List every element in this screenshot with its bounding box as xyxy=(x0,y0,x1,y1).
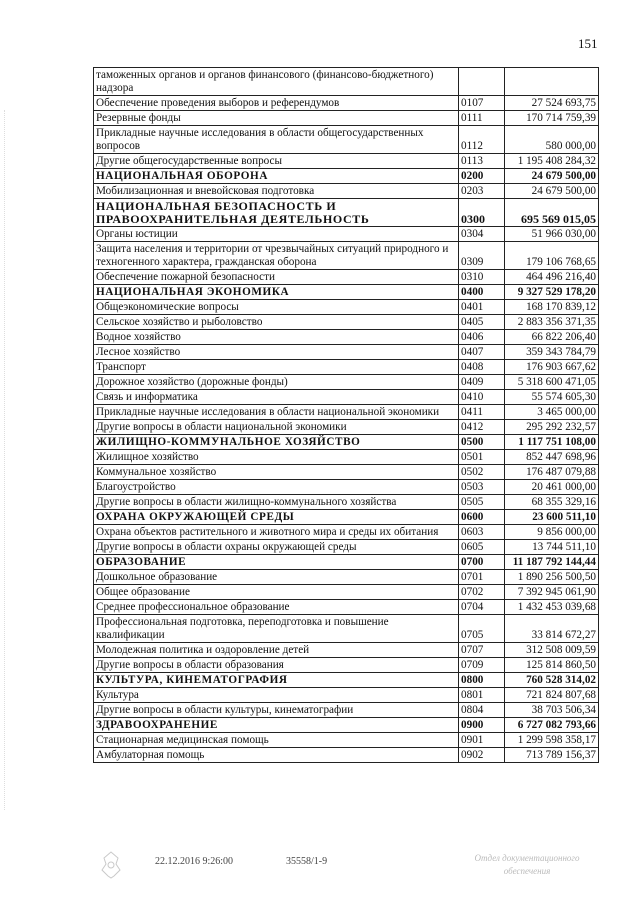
row-amount: 359 343 784,79 xyxy=(505,345,599,360)
table-row xyxy=(94,688,599,703)
row-name: Общеэкономические вопросы xyxy=(94,300,459,315)
table-row xyxy=(94,615,599,643)
row-amount: 312 508 009,59 xyxy=(505,643,599,658)
row-name: Дорожное хозяйство (дорожные фонды) xyxy=(94,375,459,390)
row-code: 0702 xyxy=(459,585,505,600)
row-name: Другие вопросы в области охраны окружающей среды xyxy=(94,540,459,555)
row-name: ЗДРАВООХРАНЕНИЕ xyxy=(94,718,459,733)
row-name: Культура xyxy=(94,688,459,703)
row-name: Другие общегосударственные вопросы xyxy=(94,154,459,169)
row-amount: 5 318 600 471,05 xyxy=(505,375,599,390)
row-code: 0801 xyxy=(459,688,505,703)
row-amount: 713 789 156,37 xyxy=(505,748,599,763)
row-code: 0804 xyxy=(459,703,505,718)
row-code xyxy=(459,68,505,96)
row-code: 0411 xyxy=(459,405,505,420)
row-code: 0505 xyxy=(459,495,505,510)
row-code: 0500 xyxy=(459,435,505,450)
row-code: 0407 xyxy=(459,345,505,360)
row-amount: 2 883 356 371,35 xyxy=(505,315,599,330)
row-name: Сельское хозяйство и рыболовство xyxy=(94,315,459,330)
row-code: 0300 xyxy=(459,199,505,227)
row-name: Защита населения и территории от чрезвычайных ситуаций природного и техногенного характера, гражданская оборона xyxy=(94,242,459,270)
table-row xyxy=(94,154,599,169)
row-name: Молодежная политика и оздоровление детей xyxy=(94,643,459,658)
row-name: ОБРАЗОВАНИЕ xyxy=(94,555,459,570)
table-row xyxy=(94,111,599,126)
table-row xyxy=(94,315,599,330)
scan-edge-marks xyxy=(4,110,7,810)
row-name: Лесное хозяйство xyxy=(94,345,459,360)
row-name: ОХРАНА ОКРУЖАЮЩЕЙ СРЕДЫ xyxy=(94,510,459,525)
row-amount: 27 524 693,75 xyxy=(505,96,599,111)
row-code: 0309 xyxy=(459,242,505,270)
row-amount: 1 432 453 039,68 xyxy=(505,600,599,615)
row-code: 0503 xyxy=(459,480,505,495)
row-amount: 1 890 256 500,50 xyxy=(505,570,599,585)
row-amount: 179 106 768,65 xyxy=(505,242,599,270)
table-row xyxy=(94,703,599,718)
table-row xyxy=(94,643,599,658)
row-amount: 295 292 232,57 xyxy=(505,420,599,435)
row-code: 0900 xyxy=(459,718,505,733)
row-name: Охрана объектов растительного и животного мира и среды их обитания xyxy=(94,525,459,540)
table-row xyxy=(94,658,599,673)
table-row xyxy=(94,390,599,405)
table-row xyxy=(94,242,599,270)
table-row xyxy=(94,600,599,615)
section-row xyxy=(94,718,599,733)
row-name: Коммунальное хозяйство xyxy=(94,465,459,480)
row-amount: 6 727 082 793,66 xyxy=(505,718,599,733)
section-row xyxy=(94,169,599,184)
row-amount: 176 903 667,62 xyxy=(505,360,599,375)
row-amount: 760 528 314,02 xyxy=(505,673,599,688)
section-row xyxy=(94,555,599,570)
row-amount: 51 966 030,00 xyxy=(505,227,599,242)
row-name: Обеспечение пожарной безопасности xyxy=(94,270,459,285)
row-code: 0901 xyxy=(459,733,505,748)
row-amount: 11 187 792 144,44 xyxy=(505,555,599,570)
table-row xyxy=(94,330,599,345)
row-code: 0412 xyxy=(459,420,505,435)
row-name: таможенных органов и органов финансового (финансово-бюджетного) надзора xyxy=(94,68,459,96)
table-row xyxy=(94,480,599,495)
table-row xyxy=(94,360,599,375)
row-amount: 68 355 329,16 xyxy=(505,495,599,510)
table-row xyxy=(94,585,599,600)
row-amount: 7 392 945 061,90 xyxy=(505,585,599,600)
budget-table-body xyxy=(94,68,599,763)
row-amount: 3 465 000,00 xyxy=(505,405,599,420)
row-amount: 13 744 511,10 xyxy=(505,540,599,555)
row-code: 0603 xyxy=(459,525,505,540)
row-amount: 38 703 506,34 xyxy=(505,703,599,718)
row-name: Благоустройство xyxy=(94,480,459,495)
row-code: 0112 xyxy=(459,126,505,154)
row-code: 0111 xyxy=(459,111,505,126)
row-code: 0605 xyxy=(459,540,505,555)
row-code: 0409 xyxy=(459,375,505,390)
section-row xyxy=(94,435,599,450)
row-amount: 66 822 206,40 xyxy=(505,330,599,345)
table-row xyxy=(94,227,599,242)
table-row xyxy=(94,525,599,540)
row-code: 0400 xyxy=(459,285,505,300)
section-row xyxy=(94,673,599,688)
row-code: 0707 xyxy=(459,643,505,658)
row-amount: 1 117 751 108,00 xyxy=(505,435,599,450)
row-code: 0902 xyxy=(459,748,505,763)
row-amount: 168 170 839,12 xyxy=(505,300,599,315)
row-name: Амбулаторная помощь xyxy=(94,748,459,763)
row-amount: 9 327 529 178,20 xyxy=(505,285,599,300)
row-name: Общее образование xyxy=(94,585,459,600)
table-row xyxy=(94,733,599,748)
table-row xyxy=(94,96,599,111)
row-code: 0701 xyxy=(459,570,505,585)
row-name: Дошкольное образование xyxy=(94,570,459,585)
row-code: 0406 xyxy=(459,330,505,345)
row-code: 0709 xyxy=(459,658,505,673)
row-amount: 176 487 079,88 xyxy=(505,465,599,480)
section-row xyxy=(94,199,599,227)
row-amount: 24 679 500,00 xyxy=(505,169,599,184)
row-amount: 23 600 511,10 xyxy=(505,510,599,525)
row-code: 0800 xyxy=(459,673,505,688)
row-name: Другие вопросы в области культуры, кинематографии xyxy=(94,703,459,718)
row-code: 0501 xyxy=(459,450,505,465)
emblem-icon xyxy=(98,850,124,880)
section-row xyxy=(94,285,599,300)
row-code: 0200 xyxy=(459,169,505,184)
table-row xyxy=(94,495,599,510)
table-row xyxy=(94,300,599,315)
row-amount: 580 000,00 xyxy=(505,126,599,154)
section-row xyxy=(94,510,599,525)
row-amount: 1 299 598 358,17 xyxy=(505,733,599,748)
row-name: Среднее профессиональное образование xyxy=(94,600,459,615)
row-name: Резервные фонды xyxy=(94,111,459,126)
row-amount xyxy=(505,68,599,96)
row-code: 0401 xyxy=(459,300,505,315)
row-amount: 1 195 408 284,32 xyxy=(505,154,599,169)
row-name: Жилищное хозяйство xyxy=(94,450,459,465)
row-code: 0304 xyxy=(459,227,505,242)
row-name: Другие вопросы в области жилищно-коммунального хозяйства xyxy=(94,495,459,510)
row-name: Прикладные научные исследования в области общегосударственных вопросов xyxy=(94,126,459,154)
table-row xyxy=(94,126,599,154)
row-amount: 721 824 807,68 xyxy=(505,688,599,703)
row-name: НАЦИОНАЛЬНАЯ БЕЗОПАСНОСТЬ И ПРАВООХРАНИТЕЛЬНАЯ ДЕЯТЕЛЬНОСТЬ xyxy=(94,199,459,227)
row-code: 0107 xyxy=(459,96,505,111)
row-code: 0705 xyxy=(459,615,505,643)
footer-datetime: 22.12.2016 9:26:00 xyxy=(155,856,234,867)
row-code: 0502 xyxy=(459,465,505,480)
row-name: НАЦИОНАЛЬНАЯ ОБОРОНА xyxy=(94,169,459,184)
table-row xyxy=(94,375,599,390)
row-code: 0410 xyxy=(459,390,505,405)
table-row xyxy=(94,540,599,555)
row-code: 0600 xyxy=(459,510,505,525)
table-row xyxy=(94,465,599,480)
table-row xyxy=(94,420,599,435)
row-code: 0408 xyxy=(459,360,505,375)
row-amount: 695 569 015,05 xyxy=(505,199,599,227)
row-amount: 33 814 672,27 xyxy=(505,615,599,643)
row-code: 0113 xyxy=(459,154,505,169)
row-amount: 24 679 500,00 xyxy=(505,184,599,199)
row-name: Другие вопросы в области национальной экономики xyxy=(94,420,459,435)
row-name: Транспорт xyxy=(94,360,459,375)
table-row xyxy=(94,345,599,360)
row-amount: 170 714 759,39 xyxy=(505,111,599,126)
row-amount: 20 461 000,00 xyxy=(505,480,599,495)
row-amount: 852 447 698,96 xyxy=(505,450,599,465)
row-code: 0704 xyxy=(459,600,505,615)
table-row xyxy=(94,184,599,199)
row-name: Мобилизационная и вневойсковая подготовка xyxy=(94,184,459,199)
row-name: Стационарная медицинская помощь xyxy=(94,733,459,748)
row-amount: 9 856 000,00 xyxy=(505,525,599,540)
row-code: 0405 xyxy=(459,315,505,330)
page-number: 151 xyxy=(578,36,598,51)
row-code: 0700 xyxy=(459,555,505,570)
table-row xyxy=(94,570,599,585)
row-amount: 464 496 216,40 xyxy=(505,270,599,285)
row-name: Другие вопросы в области образования xyxy=(94,658,459,673)
row-name: Прикладные научные исследования в области национальной экономики xyxy=(94,405,459,420)
table-row xyxy=(94,68,599,96)
row-amount: 125 814 860,50 xyxy=(505,658,599,673)
table-row xyxy=(94,748,599,763)
row-amount: 55 574 605,30 xyxy=(505,390,599,405)
row-name: Обеспечение проведения выборов и референдумов xyxy=(94,96,459,111)
budget-table xyxy=(93,67,599,763)
footer-doc-number: 35558/1-9 xyxy=(286,856,328,867)
document-stamp: Отдел документационного обеспечения xyxy=(474,853,580,876)
table-row xyxy=(94,270,599,285)
row-name: Профессиональная подготовка, переподготовка и повышение квалификации xyxy=(94,615,459,643)
row-code: 0203 xyxy=(459,184,505,199)
row-name: Водное хозяйство xyxy=(94,330,459,345)
row-name: НАЦИОНАЛЬНАЯ ЭКОНОМИКА xyxy=(94,285,459,300)
row-code: 0310 xyxy=(459,270,505,285)
row-name: Органы юстиции xyxy=(94,227,459,242)
table-row xyxy=(94,405,599,420)
table-row xyxy=(94,450,599,465)
row-name: ЖИЛИЩНО-КОММУНАЛЬНОЕ ХОЗЯЙСТВО xyxy=(94,435,459,450)
row-name: Связь и информатика xyxy=(94,390,459,405)
row-name: КУЛЬТУРА, КИНЕМАТОГРАФИЯ xyxy=(94,673,459,688)
